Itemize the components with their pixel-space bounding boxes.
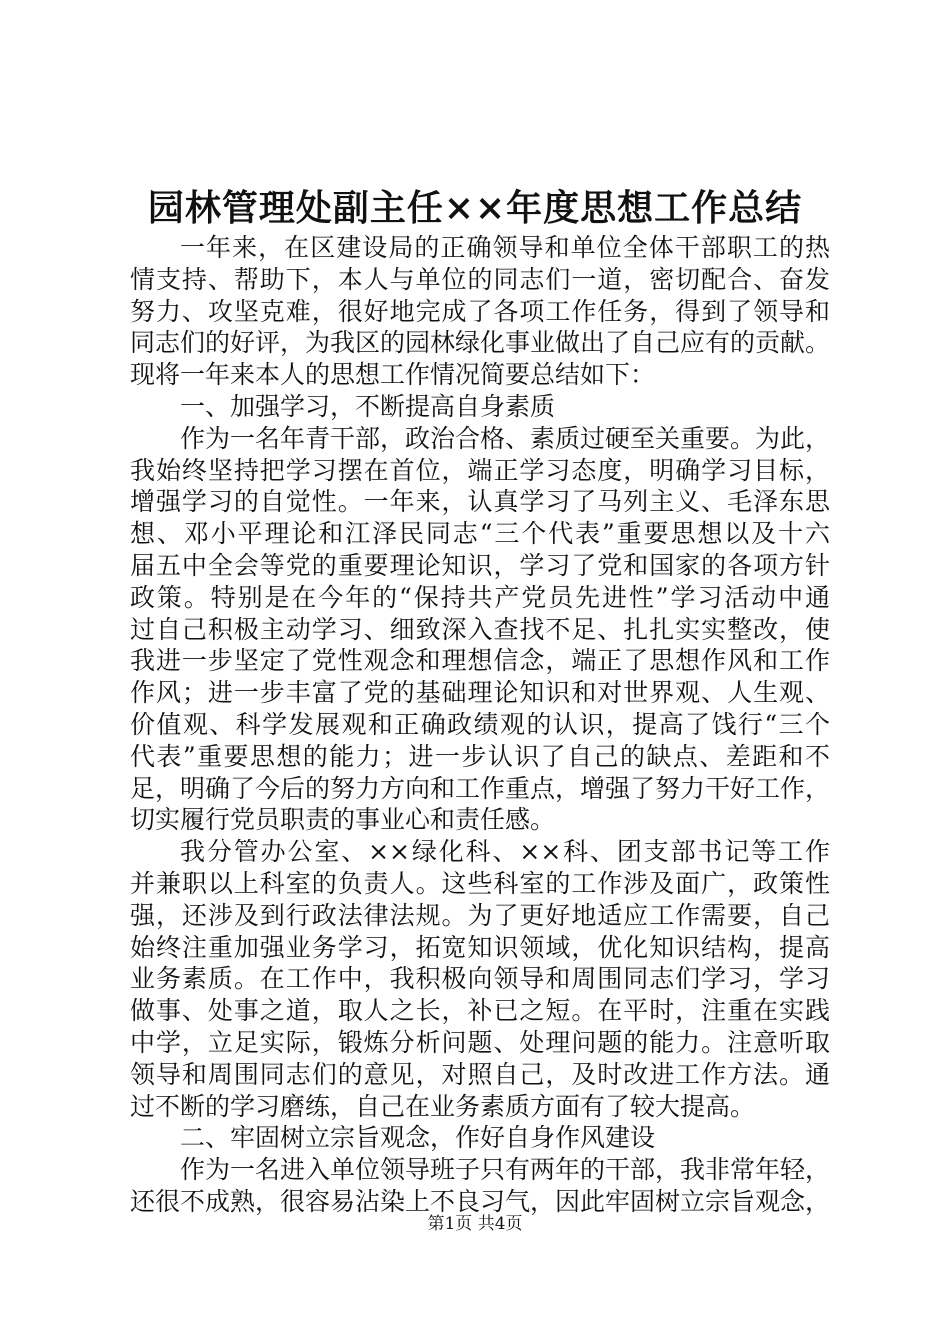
paragraph-line: 足，明确了今后的努力方向和工作重点，增强了努力干好工作， [130, 773, 830, 803]
paragraph-line: 过不断的学习磨练，自己在业务素质方面有了较大提高。 [130, 1091, 756, 1121]
paragraph-line: 强，还涉及到行政法律法规。为了更好地适应工作需要，自己 [130, 900, 830, 930]
document-body [130, 232, 830, 1218]
paragraph-line: 过自己积极主动学习、细致深入查找不足、扎扎实实整改，使 [130, 614, 830, 644]
paragraph-line: 做事、处事之道，取人之长，补已之短。在平时，注重在实践 [130, 996, 830, 1026]
paragraph-line: 价值观、科学发展观和正确政绩观的认识，提高了饯行“三个 [130, 709, 830, 739]
paragraph-line: 努力、攻坚克难，很好地完成了各项工作任务，得到了领导和 [130, 296, 830, 326]
paragraph-line: 作风；进一步丰富了党的基础理论知识和对世界观、人生观、 [130, 678, 830, 708]
paragraph-line: 并兼职以上科室的负责人。这些科室的工作涉及面广，政策性 [130, 868, 830, 898]
paragraph-line: 切实履行党员职责的事业心和责任感。 [130, 805, 556, 835]
paragraph-line: 还很不成熟，很容易沾染上不良习气，因此牢固树立宗旨观念， [130, 1186, 830, 1216]
paragraph-line: 情支持、帮助下，本人与单位的同志们一道，密切配合、奋发 [130, 264, 830, 294]
paragraph-line: 同志们的好评，为我区的园林绿化事业做出了自己应有的贡献。 [130, 328, 830, 358]
paragraph-line: 我进一步坚定了党性观念和理想信念，端正了思想作风和工作 [130, 646, 830, 676]
section-heading: 一、加强学习，不断提高自身素质 [180, 391, 556, 421]
paragraph-line: 现将一年来本人的思想工作情况简要总结如下： [130, 360, 656, 390]
paragraph-line: 中学，立足实际，锻炼分析问题、处理问题的能力。注意听取 [130, 1027, 830, 1057]
paragraph-line: 届五中全会等党的重要理论知识，学习了党和国家的各项方针 [130, 550, 830, 580]
page-number-footer: 第1页 共4页 [427, 1214, 523, 1234]
paragraph-line: 我分管办公室、××绿化科、××科、团支部书记等工作 [180, 837, 830, 867]
paragraph-line: 始终注重加强业务学习，拓宽知识领域，优化知识结构，提高 [130, 932, 830, 962]
paragraph-line: 增强学习的自觉性。一年来，认真学习了马列主义、毛泽东思 [130, 487, 830, 517]
paragraph-line: 作为一名进入单位领导班子只有两年的干部，我非常年轻， [180, 1155, 830, 1185]
paragraph-line: 政策。特别是在今年的“保持共产党员先进性”学习活动中通 [130, 582, 830, 612]
paragraph-line: 代表”重要思想的能力；进一步认识了自己的缺点、差距和不 [130, 741, 830, 771]
section-heading: 二、牢固树立宗旨观念，作好自身作风建设 [180, 1123, 656, 1153]
paragraph-line: 业务素质。在工作中，我积极向领导和周围同志们学习，学习 [130, 964, 830, 994]
paragraph-line: 想、邓小平理论和江泽民同志“三个代表”重要思想以及十六 [130, 519, 830, 549]
document-title: 园林管理处副主任××年度思想工作总结 [147, 187, 803, 229]
paragraph-line: 我始终坚持把学习摆在首位，端正学习态度，明确学习目标， [130, 455, 830, 485]
paragraph-line: 作为一名年青干部，政治合格、素质过硬至关重要。为此， [180, 423, 830, 453]
paragraph-line: 一年来，在区建设局的正确领导和单位全体干部职工的热 [180, 233, 830, 262]
paragraph-line: 领导和周围同志们的意见，对照自己，及时改进工作方法。通 [130, 1059, 830, 1089]
